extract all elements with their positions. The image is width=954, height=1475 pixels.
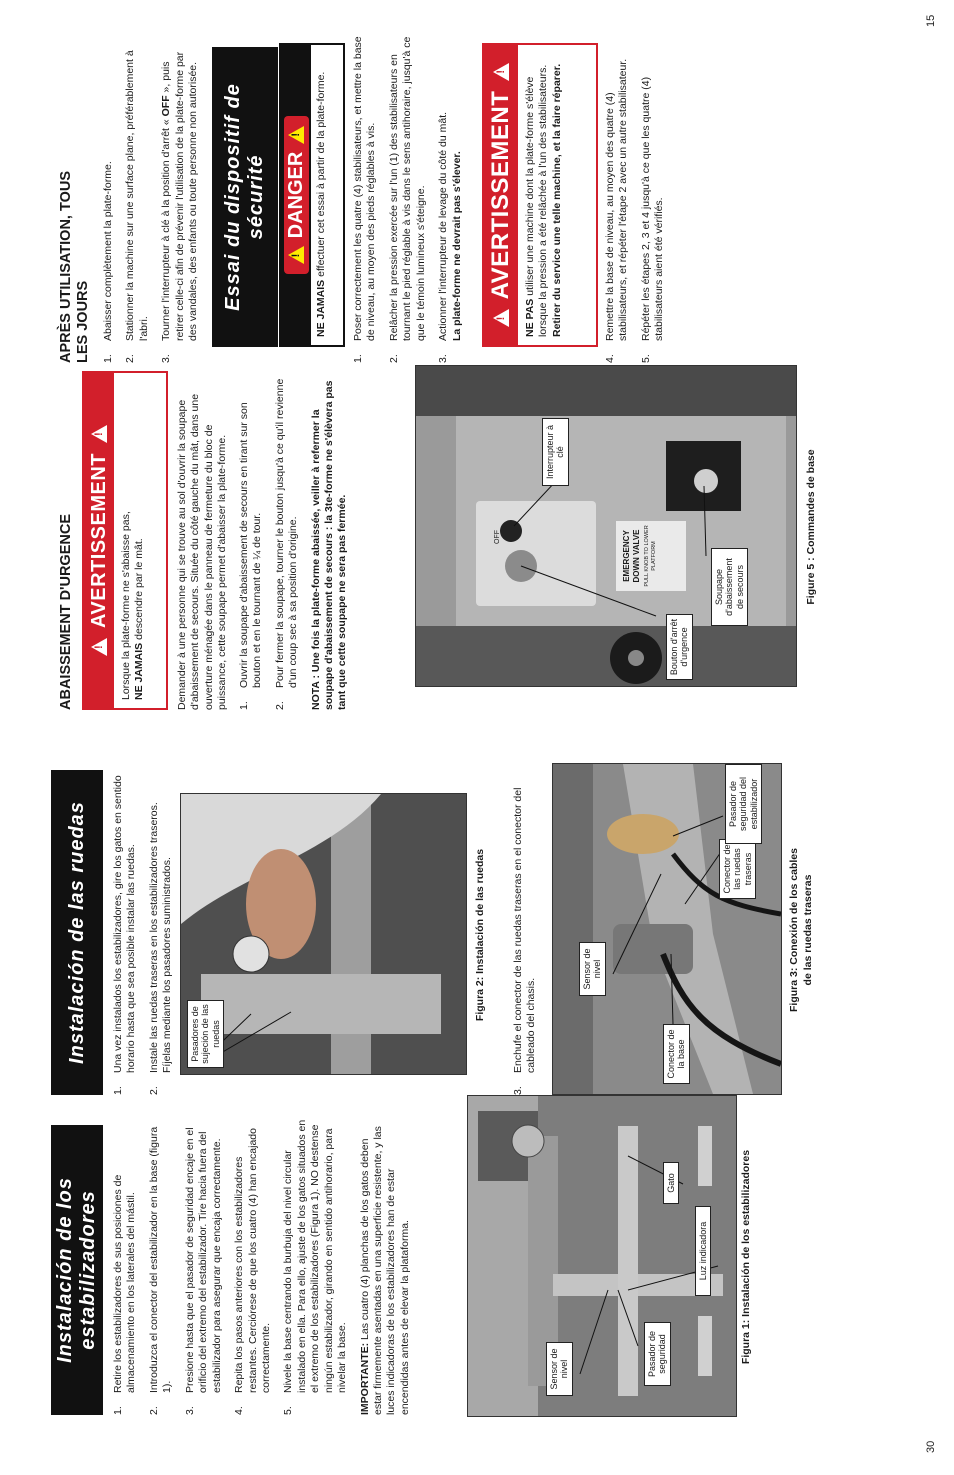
label-base-connector: Conector de la base: [663, 1024, 690, 1084]
warning-box-safety-test: [482, 43, 598, 347]
emergency-body: [176, 374, 358, 710]
wheels-steps-1-2: [112, 770, 184, 1095]
label-wheel-pins: Pasadores de sujeción de las ruedas: [187, 1000, 224, 1068]
important-note: IMPORTANTE: Las cuatro (4) planchas de los gatos deben estar firmemente asentadas en una superficie resistente, y las luces indicadoras de los estabilizadores han de estar encendidas antes de elevar la plataforma.: [358, 1126, 411, 1415]
list-item: 3. Tourner l'interrupteur à clé à la position d'arrêt « OFF », puis retirer celle-ci afin de prévenir l'utilisation de la plate-forme par des vandales, des enfants ou toute personne non autorisée.: [160, 51, 200, 363]
page-number-left: 30: [925, 1440, 937, 1453]
warning-triangle-icon: [493, 63, 509, 81]
section-title-wheels: Instalación de las ruedas: [51, 770, 103, 1095]
label-fig3-level-sensor: Sensor de nivel: [579, 942, 606, 996]
figure-5-caption: Figure 5 : Commandes de base: [805, 449, 817, 605]
list-item: 3. Actionner l'interrupteur de levage du côté du mât. La plate-forme ne devrait pas s'élever.: [437, 111, 463, 363]
danger-header: ! DANGER !: [281, 45, 311, 345]
danger-text: NE JAMAIS effectuer cet essai à partir de la plate-forme.: [315, 71, 327, 337]
warning-header: ! AVERTISSEMENT !: [484, 45, 518, 345]
warning-text: Lorsque la plate-forme ne s'abaisse pas, NE JAMAIS descendre par le mât.: [120, 511, 146, 700]
safety-test-steps: [352, 28, 473, 363]
label-jack: Gato: [663, 1162, 679, 1204]
list-item: 2. Pour fermer la soupape, tourner le bouton jusqu'à ce qu'il revienne d'un coup sec à sa position d'origine.: [273, 378, 300, 710]
figure-3-photo: [552, 763, 782, 1095]
safety-test-steps-2: [604, 28, 676, 363]
emergency-intro: Demander à une personne qui se trouve au sol d'ouvrir la soupape d'abaissement de secours. Située du côté gauche du mât, dans une ouverture ménagée dans le panneau de fermeture du bloc de puissance, cette soupape permet d'abaisser la plate-forme.: [176, 393, 229, 710]
stabilizers-steps: [112, 1115, 420, 1415]
list-item: 2. Introduzca el conector del estabilizador en la base (figura 1).: [147, 1126, 174, 1415]
list-item: 1. Ouvrir la soupape d'abaissement de secours en tirant sur son bouton et en le tournant de ¼ de tour.: [237, 402, 264, 710]
figure-1-photo: [467, 1095, 737, 1417]
warning-text: NE PAS utiliser une machine dont la plate-forme s'élève lorsque la pression a été relâchée à l'un des stabilisateurs. Retirer du service une telle machine, et la faire réparer.: [524, 63, 563, 337]
danger-triangle-icon: [288, 126, 304, 144]
list-item: 3. Enchufe el conector de las ruedas traseras en el conector del cableado del chasis.: [512, 787, 538, 1095]
warning-triangle-icon: [91, 638, 107, 656]
page-number-right: 15: [925, 14, 937, 27]
label-level-sensor: Sensor de nivel: [546, 1342, 573, 1396]
label-key-switch: Interrupteur à clé: [542, 418, 569, 486]
danger-triangle-icon: [288, 246, 304, 264]
emergency-valve-plate: EMERGENCY DOWN VALVE PULL KNOB TO LOWER PLATFORM: [622, 525, 657, 587]
section-title-stabilizers: Instalación de los estabilizadores: [51, 1125, 103, 1415]
figure-3-caption: Figura 3: Conexión de los cables de las ruedas traseras: [788, 848, 814, 1012]
warning-box-emergency: [82, 371, 168, 710]
list-item: 4. Remettre la base de niveau, au moyen des quatre (4) stabilisateurs, et répéter l'étape 2 avec un autre stabilisateur.: [604, 58, 630, 363]
list-item: 2. Stationner la machine sur une surface plane, préférablement à l'abri.: [124, 50, 150, 363]
warning-triangle-icon: [91, 425, 107, 443]
list-item: 5. Répéter les étapes 2, 3 et 4 jusqu'à ce que les quatre (4) stabilisateurs aient été vérifiés.: [639, 76, 666, 363]
list-item: 4. Repita los pasos anteriores con los estabilizadores restantes. Cerciórese de que los cuatro (4) han encajado correctamente.: [233, 1128, 272, 1415]
warning-header: ! AVERTISSEMENT !: [84, 373, 114, 708]
label-emergency-valve: Soupape d'abaissement de secours: [711, 548, 748, 626]
daily-steps: [102, 33, 210, 363]
list-item: 2. Relâcher la pression exercée sur l'un (1) des stabilisateurs en tournant le pied réglable à vis dans le sens antihoraire, jusqu'à ce que le témoin lumineux s'éteigne.: [387, 36, 427, 363]
figure-1-caption: Figura 1: Instalación de los estabilizadores: [740, 1149, 752, 1365]
list-item: 2. Instale las ruedas traseras en los estabilizadores traseros. Fíjelas mediante los pasadores suministrados.: [147, 802, 174, 1095]
label-stabilizer-safety-pin: Pasador de seguridad del estabilizador: [725, 764, 762, 844]
label-rear-wheel-connector: Conector de las ruedas traseras: [719, 839, 756, 899]
key-switch-off-label: OFF: [494, 530, 501, 544]
list-item: 3. Presione hasta que el pasador de seguridad encaje en el orificio del extremo del estabilizador. Tire hacia fuera del estabilizador para asegurar que encaja correctamente.: [183, 1127, 223, 1415]
wheels-step-3: [512, 770, 548, 1095]
warning-triangle-icon: [493, 309, 509, 327]
list-item: 1. Poser correctement les quatre (4) stabilisateurs, et mettre la base de niveau, au moyen des pieds réglables à vis.: [352, 36, 378, 363]
label-indicator-light: Luz indicadora: [695, 1206, 711, 1296]
danger-box: [279, 43, 345, 347]
list-item: 1. Abaisser complètement la plate-forme.: [102, 161, 114, 363]
emergency-lowering-heading: ABAISSEMENT D'URGENCE: [58, 514, 74, 710]
list-item: 1. Retire los estabilizadores de sus posiciones de almacenamiento en los laterales del mástil.: [112, 1174, 138, 1415]
label-emergency-stop: Bouton d'arrêt d'urgence: [666, 614, 693, 680]
figure-2-photo: [180, 793, 467, 1075]
base-controls-drawing: [416, 366, 796, 686]
label-safety-pin: Pasador de seguridad: [644, 1322, 671, 1386]
section-title-safety-test: Essai du dispositif de sécurité: [212, 47, 278, 347]
list-item: 1. Una vez instalados los estabilizadores, gire los gatos en sentido horario hasta que sea posible instalar las ruedas.: [112, 775, 138, 1095]
figure-2-caption: Figura 2: Instalación de las ruedas: [474, 848, 486, 1022]
daily-heading: APRÈS UTILISATION, TOUS LES JOURS: [58, 170, 92, 363]
emergency-note: NOTA : Une fois la plate-forme abaissée, veiller à refermer la soupape d'abaissement de secours : la 3te-forme ne s'élèvera pas tant que cette soupape ne sera pas fermée.: [309, 380, 349, 710]
figure-5-photo: [415, 365, 797, 687]
list-item: 5. Nivele la base centrando la burbuja del nivel circular instalado en ella. Para ello, ajuste de los gatos situados en el extremo de los estabilizadores (Figura 1). NO destense ningún estabilizador, girando en sentido antihorario, para nivelar la base.: [282, 1119, 349, 1415]
